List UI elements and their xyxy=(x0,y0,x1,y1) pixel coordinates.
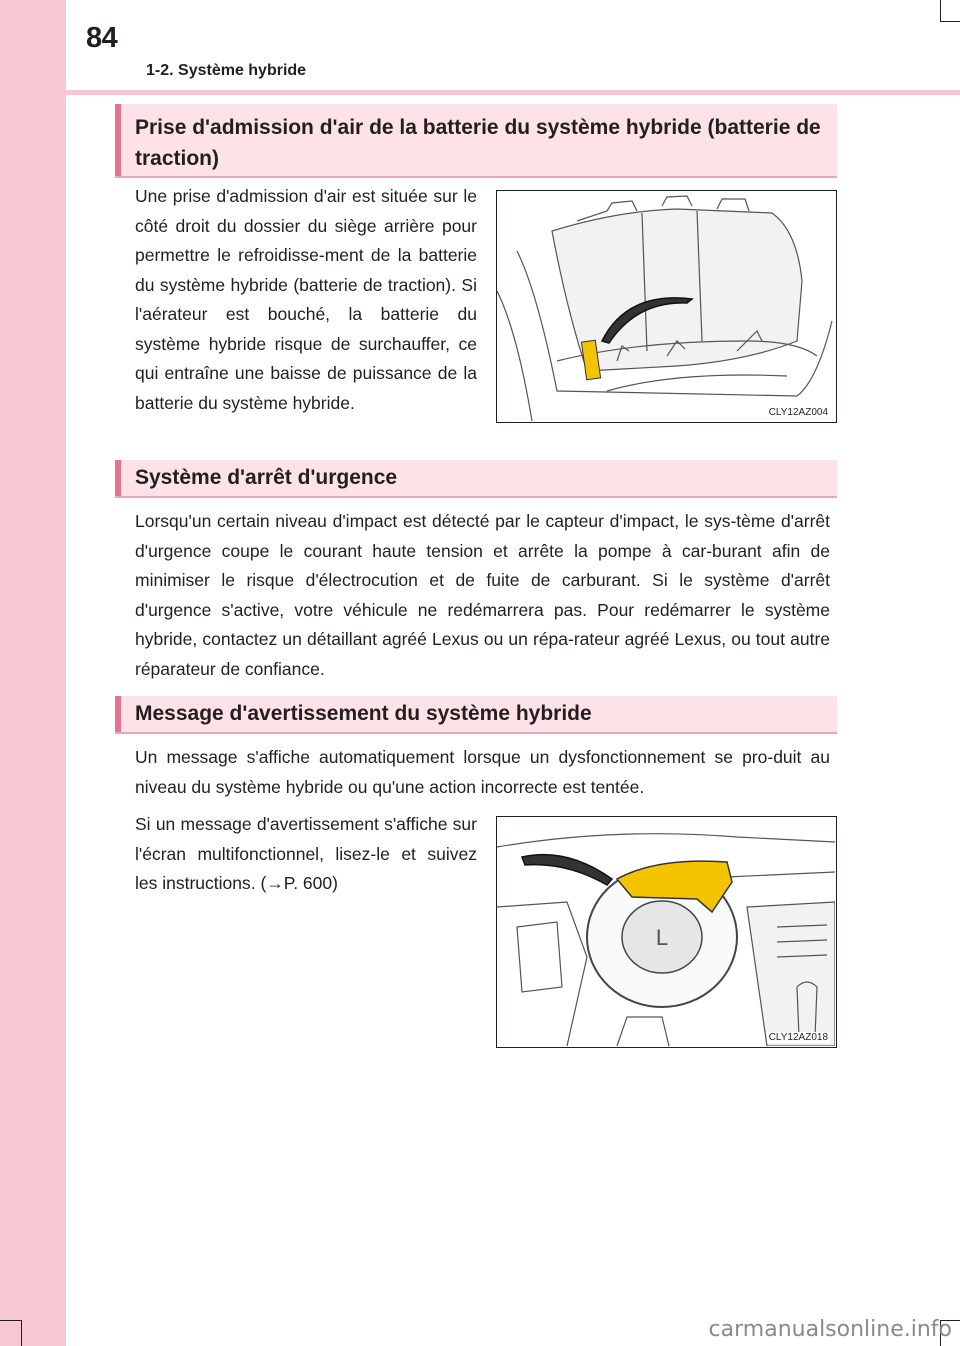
section-header-emergency-shutoff xyxy=(115,460,837,498)
section-header-warning-message xyxy=(115,696,837,734)
crop-mark xyxy=(21,1320,22,1346)
air-intake-paragraph: Une prise d'admission d'air est située sur le côté droit du dossier du siège arrière pour permettre le refroidisse-ment de la batterie du système hybride (batterie de traction). Si l'aérateur est bouché, la batterie du système hybride risque de surchauffer, ce qui entraîne une baisse de puissance de la batterie du système hybride. xyxy=(135,186,477,413)
section-title: Système d'arrêt d'urgence xyxy=(135,466,398,489)
warning-instructions-paragraph: Si un message d'avertissement s'affiche sur l'écran multifonctionnel, lisez-le et suivez les instructions. (→P. 600) xyxy=(135,814,477,893)
crop-mark xyxy=(940,21,960,22)
watermark: carmanualsonline.info xyxy=(708,1317,952,1342)
dashboard-figure xyxy=(496,816,837,1048)
section-title: Message d'avertissement du système hybride xyxy=(135,702,592,725)
figure-code: CLY12AZ018 xyxy=(768,1032,828,1043)
section-header-air-intake xyxy=(115,104,837,178)
emergency-shutoff-paragraph: Lorsqu'un certain niveau d'impact est détecté par le capteur d'impact, le sys-tème d'arrêt d'urgence coupe le courant haute tension et arrête la pompe à car-burant afin de minimiser le risque d'électrocution et de fuite de carburant. Si le système d'arrêt d'urgence s'active, votre véhicule ne redémarrera pas. Pour redémarrer le système hybride, contactez un détaillant agréé Lexus ou un répa-rateur agréé Lexus, ou tout autre réparateur de confiance. xyxy=(135,511,830,679)
page-number: 84 xyxy=(86,22,118,54)
section-header-accent xyxy=(115,696,121,732)
dashboard-illustration xyxy=(497,817,835,1046)
left-margin-band xyxy=(0,0,66,1346)
pointer-arrow xyxy=(522,855,612,885)
rear-seat-figure xyxy=(496,190,837,423)
running-header-section: 1-2. Système hybride xyxy=(146,62,307,79)
crop-mark xyxy=(940,0,941,22)
crop-mark xyxy=(0,1320,22,1321)
svg-text:L: L xyxy=(655,925,669,950)
figure-code: CLY12AZ004 xyxy=(768,407,828,418)
rear-seat-illustration xyxy=(497,191,835,421)
section-header-accent xyxy=(115,460,121,496)
section-title: Prise d'admission d'air de la batterie du système hybride (batterie de traction) xyxy=(135,116,821,170)
header-rule xyxy=(0,90,960,95)
section-header-accent xyxy=(115,104,121,176)
warning-message-paragraph: Un message s'affiche automatiquement lorsque un dysfonctionnement se pro-duit au niveau du système hybride ou qu'une action incorrecte est tentée. xyxy=(135,747,830,797)
